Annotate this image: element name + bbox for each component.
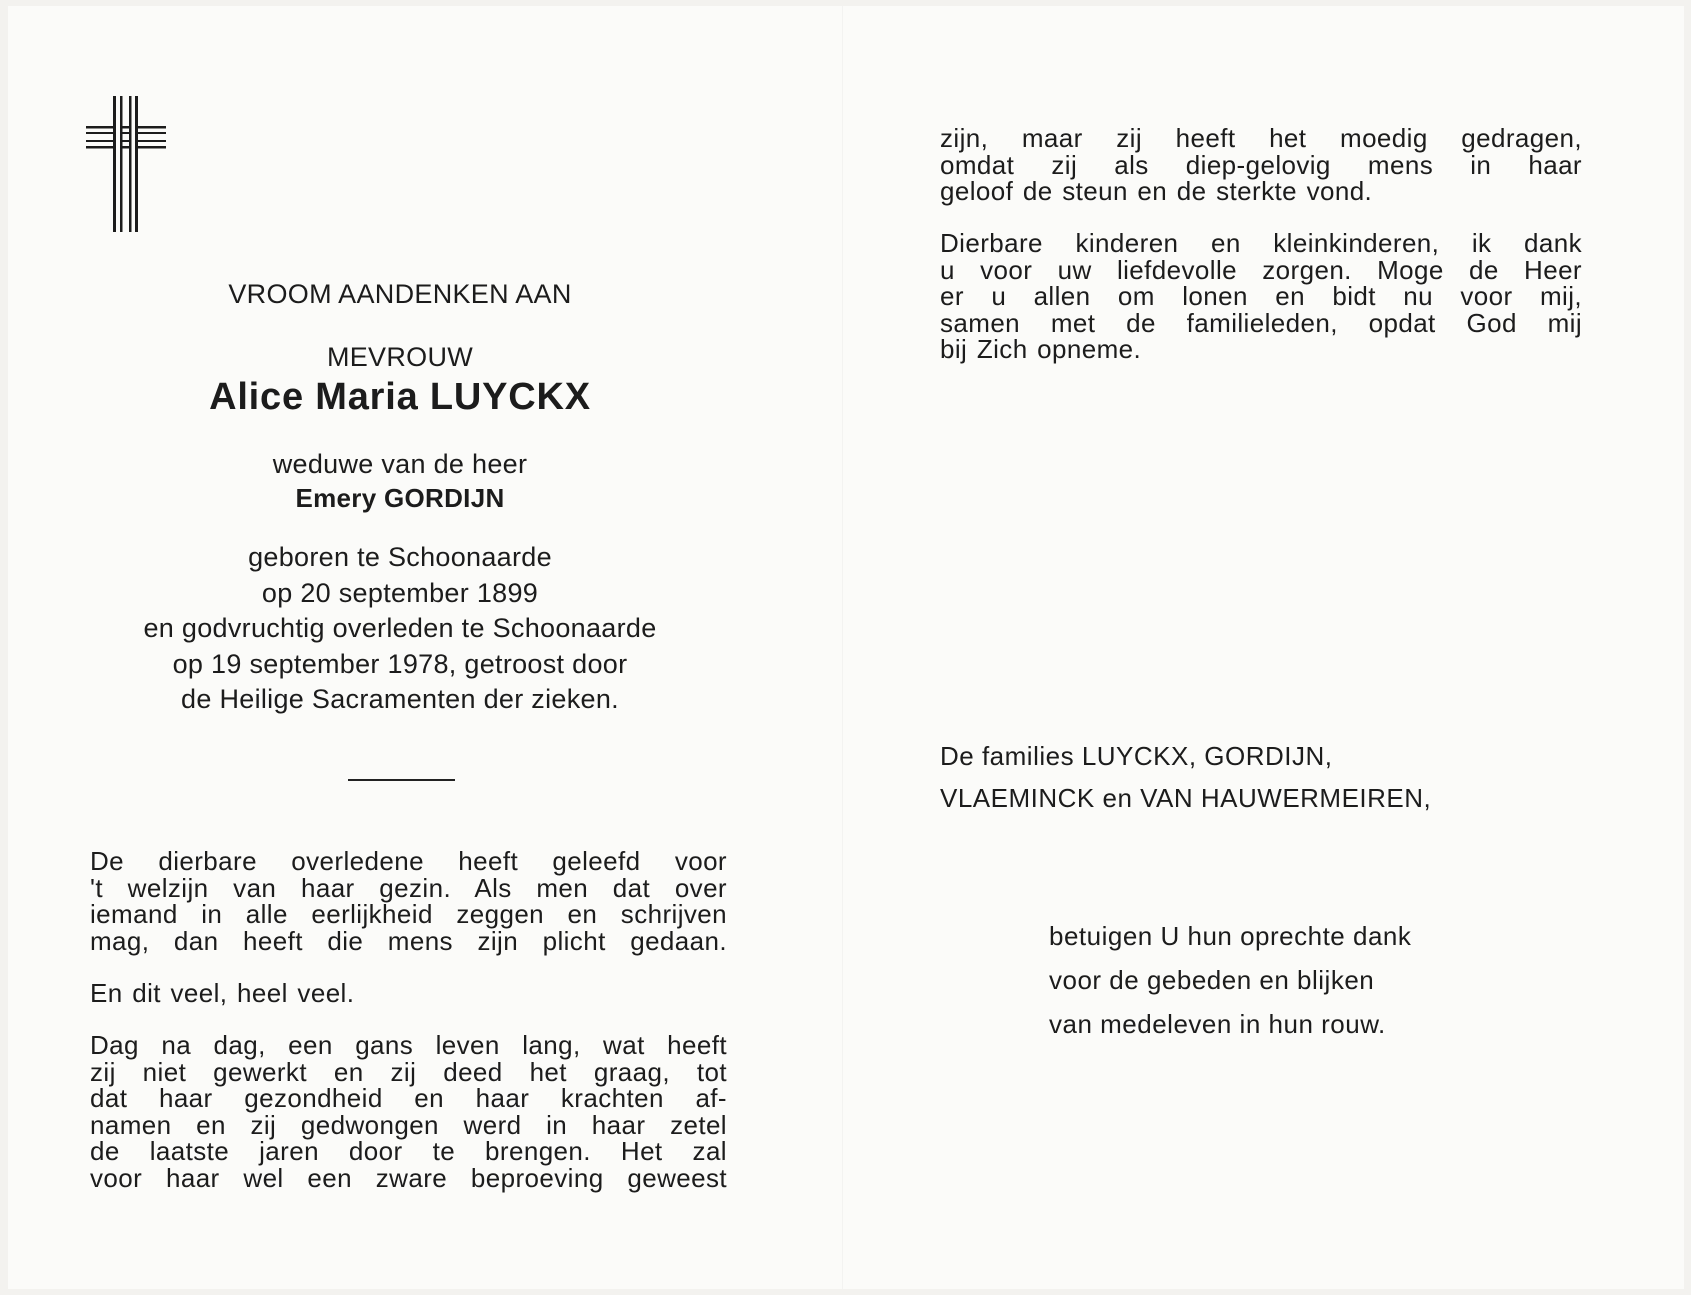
right-paragraph-1 — [940, 125, 1582, 205]
text-line: zij niet gewerkt en zij deed het graag, tot — [90, 1056, 727, 1087]
intro-line: VROOM AANDENKEN AAN — [228, 279, 572, 309]
text-line: zijn, maar zij heeft het moedig gedragen, — [940, 123, 1582, 153]
left-paragraph-2 — [90, 980, 727, 1007]
text-line: iemand in alle eerlijkheid zeggen en schrijven — [90, 899, 727, 929]
title-line: MEVROUW — [326, 342, 474, 372]
thanks-line: betuigen U hun oprechte dank — [1049, 921, 1412, 951]
thanks-line: voor de gebeden en blijken — [1049, 965, 1375, 995]
thanks-block — [1049, 914, 1411, 1046]
text-line: Dag na dag, een gans leven lang, wat heeft — [90, 1030, 727, 1060]
date-line: geboren te Schoonaarde — [248, 542, 552, 572]
text-line: samen met de familieleden, opdat God mij — [940, 307, 1582, 338]
cross-icon — [86, 96, 166, 232]
text-line: er u allen om lonen en bidt nu voor mij, — [940, 281, 1582, 311]
text-line: voor haar wel een zware beproeving geweest — [90, 1162, 727, 1193]
text-line: omdat zij als diep-gelovig mens in haar — [940, 149, 1582, 180]
date-line: en godvruchtig overleden te Schoonaarde — [143, 613, 657, 643]
widow-line: weduwe van de heer — [272, 449, 528, 479]
text-line: Dierbare kinderen en kleinkinderen, ik dank — [940, 228, 1582, 258]
left-paragraph-3 — [90, 1032, 727, 1191]
text-line: De dierbare overledene heeft geleefd voor — [90, 846, 727, 876]
deceased-name: Alice Maria LUYCKX — [209, 376, 591, 418]
text-line: En dit veel, heel veel. — [90, 978, 355, 1008]
families-line-1: De families LUYCKX, GORDIJN, — [940, 741, 1333, 771]
dates-block — [100, 540, 700, 718]
right-paragraph-2 — [940, 230, 1582, 363]
date-line: op 19 september 1978, getroost door — [172, 648, 628, 679]
text-line: bij Zich opneme. — [940, 334, 1142, 364]
date-line: op 20 september 1899 — [261, 577, 539, 608]
card-fold — [842, 6, 843, 1289]
thanks-line: van medeleven in hun rouw. — [1049, 1009, 1386, 1039]
families-line-2: VLAEMINCK en VAN HAUWERMEIREN, — [940, 783, 1432, 813]
text-line: namen en zij gedwongen werd in haar zetel — [90, 1109, 727, 1140]
left-paragraph-1 — [90, 848, 727, 954]
text-line: geloof de steun en de sterkte vond. — [940, 176, 1373, 206]
text-line: dat haar gezondheid en haar krachten af- — [90, 1083, 727, 1113]
text-line: 't welzijn van haar gezin. Als men dat over — [90, 872, 727, 903]
divider — [348, 779, 455, 781]
text-line: mag, dan heeft die mens zijn plicht gedaan. — [90, 925, 727, 956]
text-line: u voor uw liefdevolle zorgen. Moge de Heer — [940, 254, 1582, 285]
text-line: de laatste jaren door te brengen. Het zal — [90, 1136, 727, 1166]
husband-name: Emery GORDIJN — [295, 483, 505, 513]
date-line: de Heilige Sacramenten der zieken. — [181, 684, 619, 714]
